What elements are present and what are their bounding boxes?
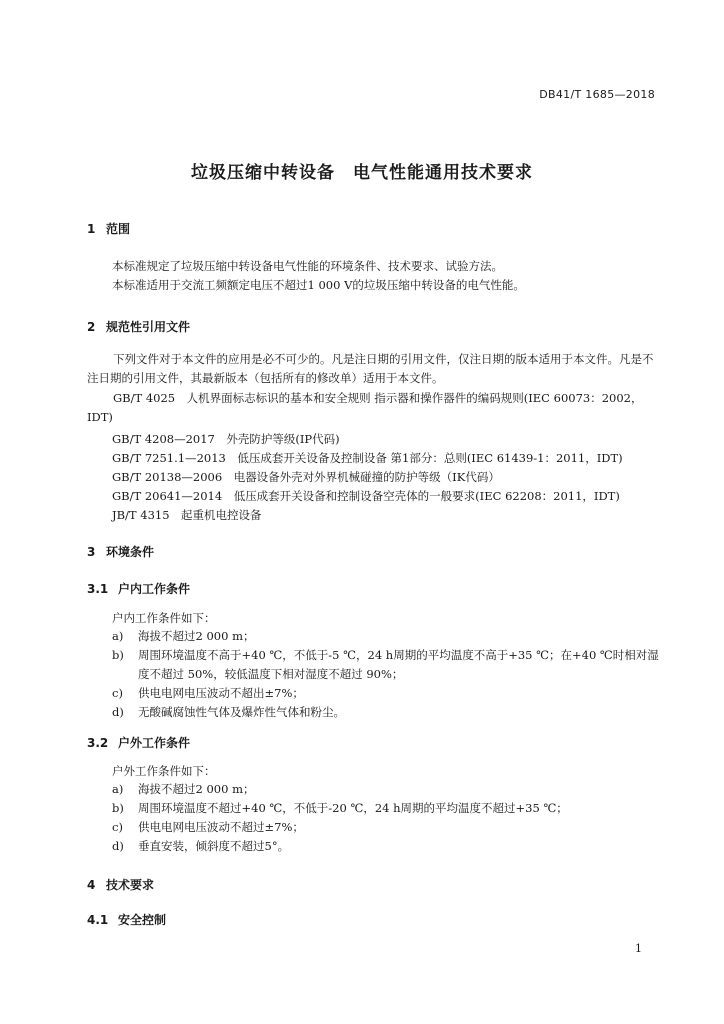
page-number: 1	[635, 942, 642, 955]
section-4-heading	[87, 876, 154, 893]
list-marker: a)	[112, 782, 124, 796]
section-3-2-heading	[87, 734, 190, 751]
list-text: 海拔不超过2 000 m；	[138, 629, 255, 643]
section-title: 户外工作条件	[118, 736, 191, 750]
list-text: 供电电网电压波动不超出±7%；	[138, 686, 304, 700]
list-item	[112, 703, 660, 722]
document-code: DB41/T 1685—2018	[539, 88, 655, 101]
list-item	[112, 799, 660, 818]
list-text: 周围环境温度不超过+40 ℃，不低于-20 ℃，24 h周期的平均温度不超过+35 ℃；	[138, 801, 568, 815]
section-title: 规范性引用文件	[106, 320, 191, 334]
list-item	[112, 837, 660, 856]
list-item	[112, 818, 660, 837]
list-marker: b)	[112, 648, 124, 662]
list-text: 周围环境温度不高于+40 ℃，不低于-5 ℃，24 h周期的平均温度不高于+35 ℃；在+40 ℃时相对湿度不超过 50%，较低温度下相对湿度不超过 90%；	[138, 648, 659, 681]
section-4-1-heading	[87, 911, 166, 928]
list-text: 垂直安装，倾斜度不超过5°。	[138, 839, 290, 853]
list-marker: c)	[112, 686, 123, 700]
reference-item: GB/T 20138—2006 电器设备外壳对外界机械碰撞的防护等级（IK代码）	[112, 470, 500, 484]
list-marker: c)	[112, 820, 123, 834]
section-3-1-heading	[87, 580, 190, 597]
list-item	[112, 627, 660, 646]
section-number: 4	[87, 878, 96, 892]
section-title: 户内工作条件	[118, 582, 191, 596]
list-text: 无酸碱腐蚀性气体及爆炸性气体和粉尘。	[138, 705, 345, 719]
section-number: 1	[87, 222, 96, 236]
section-number: 2	[87, 320, 96, 334]
reference-item: GB/T 4208—2017 外壳防护等级(IP代码)	[112, 432, 340, 446]
list-item	[112, 646, 660, 684]
section-1-heading	[87, 220, 130, 237]
references-intro: 下列文件对于本文件的应用是必不可少的。凡是注日期的引用文件，仅注日期的版本适用于本文件。凡是不注日期的引用文件，其最新版本（包括所有的修改单）适用于本文件。	[87, 352, 654, 385]
reference-item: JB/T 4315 起重机电控设备	[112, 508, 262, 522]
scope-paragraph-2: 本标准适用于交流工频额定电压不超过1 000 V的垃圾压缩中转设备的电气性能。	[112, 278, 525, 292]
section-title: 范围	[106, 222, 131, 236]
section-title: 环境条件	[106, 545, 155, 559]
document-title: 垃圾压缩中转设备 电气性能通用技术要求	[191, 163, 533, 183]
list-item	[112, 780, 660, 799]
section-number: 3.1	[87, 582, 109, 596]
section-3-heading	[87, 543, 154, 560]
section-number: 4.1	[87, 913, 109, 927]
outdoor-conditions-intro: 户外工作条件如下：	[112, 764, 216, 778]
reference-item: GB/T 7251.1—2013 低压成套开关设备及控制设备 第1部分：总则(IEC 61439-1：2011，IDT)	[112, 451, 623, 465]
section-title: 安全控制	[118, 913, 167, 927]
reference-item: GB/T 4025 人机界面标志标识的基本和安全规则 指示器和操作器件的编码规则(IEC 60073：2002，IDT)	[87, 391, 643, 424]
list-text: 供电电网电压波动不超过±7%；	[138, 820, 304, 834]
scope-paragraph-1: 本标准规定了垃圾压缩中转设备电气性能的环境条件、技术要求、试验方法。	[112, 259, 503, 273]
list-marker: b)	[112, 801, 124, 815]
indoor-conditions-intro: 户内工作条件如下：	[112, 611, 216, 625]
reference-item: GB/T 20641—2014 低压成套开关设备和控制设备空壳体的一般要求(IEC 62208：2011，IDT)	[112, 489, 620, 503]
list-marker: d)	[112, 705, 124, 719]
section-title: 技术要求	[106, 878, 155, 892]
section-number: 3.2	[87, 736, 109, 750]
list-item	[112, 684, 660, 703]
list-marker: a)	[112, 629, 124, 643]
section-number: 3	[87, 545, 96, 559]
section-2-heading	[87, 318, 190, 335]
list-text: 海拔不超过2 000 m；	[138, 782, 255, 796]
list-marker: d)	[112, 839, 124, 853]
